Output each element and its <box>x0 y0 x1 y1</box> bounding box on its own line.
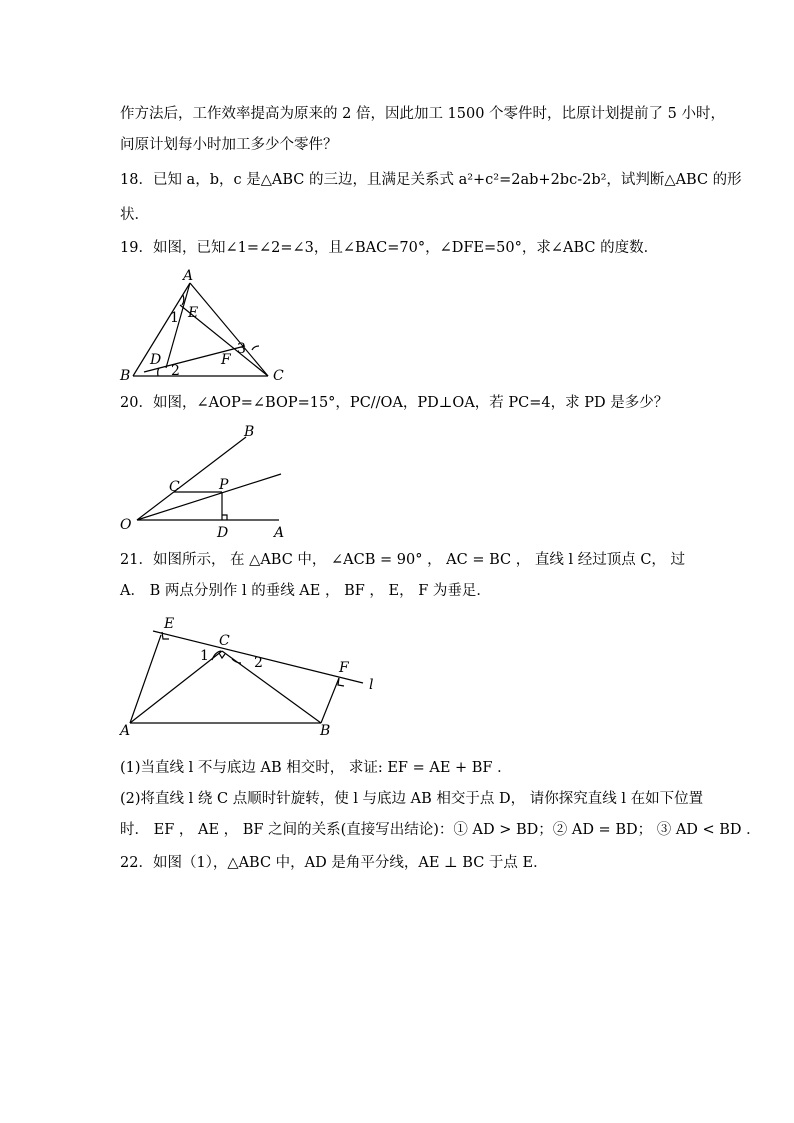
label-3: 3 <box>237 341 246 357</box>
label-F: F <box>339 660 349 676</box>
label-F: F <box>221 352 231 368</box>
label-A: A <box>183 268 194 284</box>
label-O: O <box>120 517 132 533</box>
question-18-cont: 状． <box>120 207 149 223</box>
label-E: E <box>188 305 199 321</box>
label-C: C <box>219 633 230 649</box>
label-D: D <box>217 525 229 541</box>
label-2: 2 <box>171 363 180 379</box>
question-22: 22．如图（1），△ABC 中，AD 是角平分线，AE ⊥ BC 于点 E． <box>120 855 548 871</box>
label-P: P <box>219 477 229 493</box>
label-2: 2 <box>254 655 263 671</box>
question-21: 21．如图所示， 在 △ABC 中， ∠ACB = 90° ， AC = BC ， 直线 l 经过顶点 C， 过 <box>120 552 686 568</box>
label-1: 1 <box>170 310 179 326</box>
question-20: 20．如图，∠AOP=∠BOP=15°，PC//OA，PD⊥OA，若 PC=4，求 PD 是多少？ <box>120 395 669 411</box>
text-line: 作方法后，工作效率提高为原来的 2 倍，因此加工 1500 个零件时，比原计划提前了 5 小时， <box>120 106 726 122</box>
label-B: B <box>120 368 131 384</box>
label-B: B <box>244 424 255 440</box>
question-18: 18．已知 a，b，c 是△ABC 的三边，且满足关系式 a²+c²=2ab+2bc-2b²，试判断△ABC 的形 <box>120 172 742 188</box>
label-1: 1 <box>200 648 209 664</box>
question-21-part-2-cont: 时． EF ， AE ， BF 之间的关系(直接写出结论)：① AD > BD；② AD = BD； ③ AD < BD ． <box>120 822 761 838</box>
question-19: 19．如图，已知∠1=∠2=∠3，且∠BAC=70°，∠DFE=50°，求∠ABC 的度数． <box>120 240 659 256</box>
label-A: A <box>120 723 131 739</box>
text-line: 问原计划每小时加工多少个零件？ <box>120 137 338 153</box>
label-D: D <box>150 352 162 368</box>
label-C: C <box>169 479 180 495</box>
question-21-part-1: (1)当直线 l 不与底边 AB 相交时， 求证: EF = AE + BF ． <box>120 760 512 776</box>
label-E: E <box>164 616 175 632</box>
label-B: B <box>320 723 331 739</box>
question-21-cont: A． B 两点分别作 l 的垂线 AE ， BF ， E， F 为垂足． <box>120 583 491 599</box>
label-l: l <box>369 677 374 693</box>
label-C: C <box>273 368 284 384</box>
question-21-part-2: (2)将直线 l 绕 C 点顺时针旋转，使 l 与底边 AB 相交于点 D， 请你探究直线 l 在如下位置 <box>120 791 704 807</box>
label-A: A <box>274 525 285 541</box>
